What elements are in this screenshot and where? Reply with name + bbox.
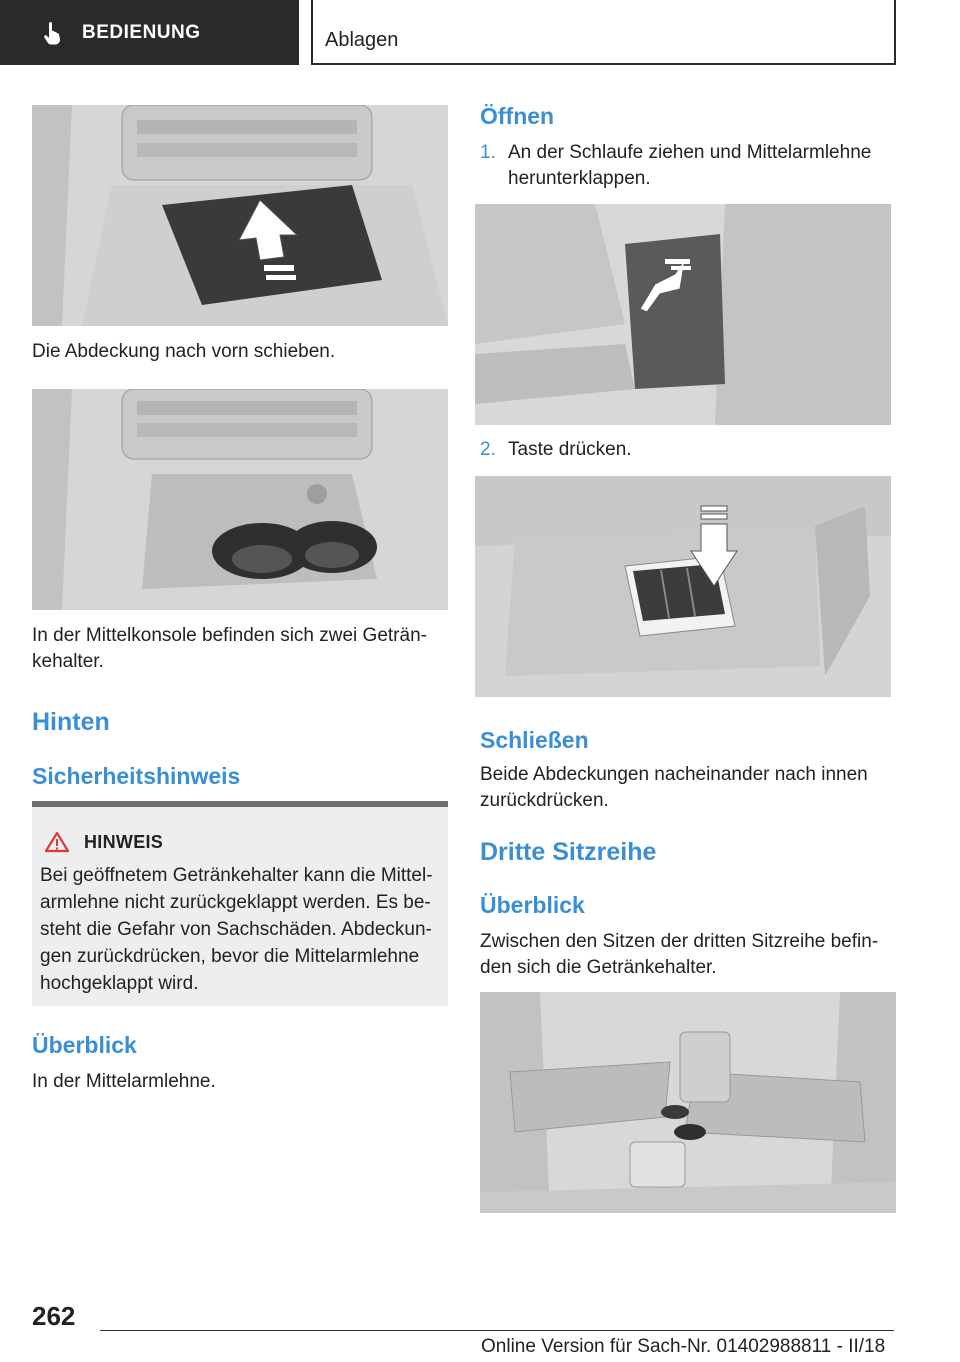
step-1 <box>480 140 896 192</box>
notice-title: HINWEIS <box>84 831 164 852</box>
chapter-title: Ablagen <box>325 29 399 51</box>
step-2 <box>480 437 896 463</box>
online-version: Online Version für Sach-Nr. 01402988811 - II/18 <box>481 1336 886 1357</box>
page-number: 262 <box>32 1301 76 1331</box>
ueberblick2-text: Zwischen den Sitzen der dritten Sitzreihe befin- den sich die Getränkehalter. <box>480 931 879 978</box>
third-row-cupholders-image <box>480 992 896 1213</box>
heading-oeffnen: Öffnen <box>480 103 555 129</box>
step-text: An der Schlaufe ziehen und Mittelarmlehne herunterklappen. <box>508 142 872 189</box>
step-text: Taste drücken. <box>508 439 632 460</box>
caption-cover: Die Abdeckung nach vorn schieben. <box>32 341 336 362</box>
cupholder-front-image <box>32 389 448 610</box>
chapter-frame <box>311 0 896 65</box>
section-tab <box>0 0 299 65</box>
footer-rule <box>100 1330 894 1331</box>
touch-hand-icon <box>40 21 64 45</box>
armrest-folddown-image <box>475 204 891 425</box>
heading-dritte-sitzreihe: Dritte Sitzreihe <box>480 838 657 866</box>
ueberblick-text: In der Mittelarmlehne. <box>32 1071 216 1092</box>
step-number: 2. <box>480 439 496 460</box>
section-label: BEDIENUNG <box>82 21 201 43</box>
warning-triangle-icon <box>44 831 70 853</box>
caption-cupholders: In der Mittelkonsole befinden sich zwei Geträn- kehalter. <box>32 625 427 672</box>
notice-header <box>44 831 163 853</box>
heading-schliessen: Schließen <box>480 727 589 753</box>
console-cover-image <box>32 105 448 326</box>
heading-sicherheitshinweis: Sicherheitshinweis <box>32 763 241 789</box>
schliessen-text: Beide Abdeckungen nacheinander nach innen zurückdrücken. <box>480 764 868 811</box>
step-number: 1. <box>480 142 496 163</box>
armrest-button-image <box>475 476 891 697</box>
notice-text: Bei geöffnetem Getränkehalter kann die Mittel- armlehne nicht zurückgeklappt werden. Es be- steht die Gefahr von Sachschäden. Abdeckun- gen zurückdrücken, bevor die Mittelarmlehne hochgeklappt wird. <box>40 865 433 994</box>
heading-ueberblick-2: Überblick <box>480 892 585 918</box>
heading-hinten: Hinten <box>32 708 110 736</box>
heading-ueberblick: Überblick <box>32 1032 137 1058</box>
